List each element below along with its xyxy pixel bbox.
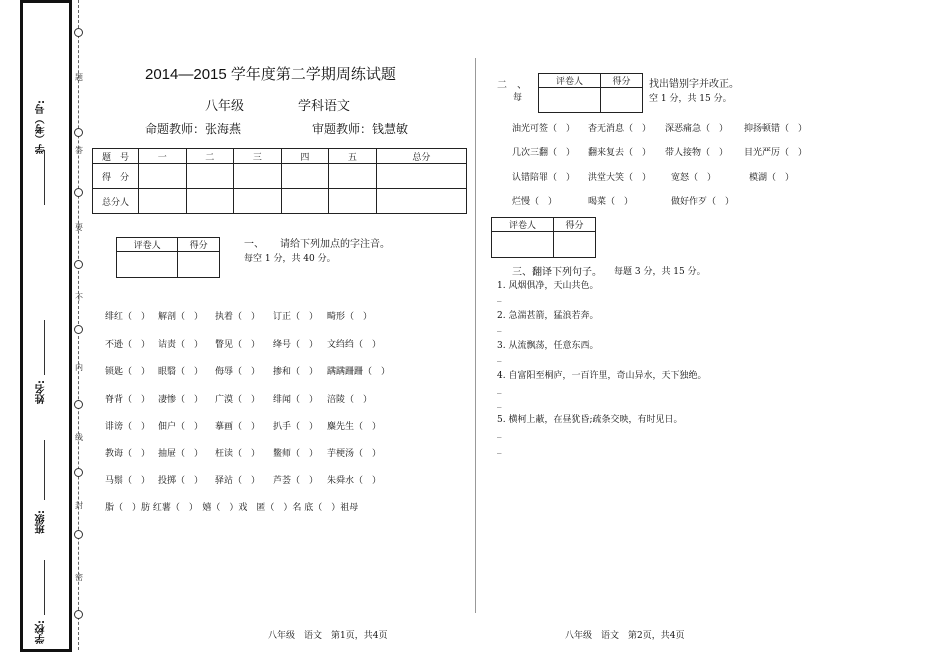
page-footer-left: 八年级 语文 第1页，共4页: [268, 631, 388, 641]
score-cell[interactable]: [178, 252, 220, 278]
section1-score: 每空 1 分，共 40 分。: [244, 254, 336, 264]
pinyin-item: 锁匙（ ）: [105, 367, 151, 377]
pinyin-item: 不逊（ ）: [105, 340, 151, 350]
pinyin-item: 瞥见（ ）: [215, 340, 261, 350]
typo-item: 洪堂大笑（ ）: [588, 173, 652, 183]
binding-hole: [74, 128, 83, 137]
score-header: 一: [139, 149, 187, 164]
typo-item: 带人接物（ ）: [665, 148, 729, 158]
answer-line[interactable]: _: [497, 398, 502, 408]
pinyin-item: 朱舜水（ ）: [327, 476, 382, 486]
pinyin-item: 驿站（ ）: [215, 476, 261, 486]
pinyin-item: 眼翳（ ）: [158, 367, 204, 377]
score-cell[interactable]: [281, 164, 329, 189]
pinyin-item: 订正（ ）: [273, 312, 319, 322]
score-cell[interactable]: [329, 164, 377, 189]
score-header: 四: [281, 149, 329, 164]
binding-hole: [74, 530, 83, 539]
section3-title: 三、翻译下列句子。: [512, 267, 602, 278]
exam-title: 2014—2015 学年度第二学期周练试题: [145, 66, 396, 83]
answer-line[interactable]: _: [497, 292, 502, 302]
typo-item: 目光严厉（ ）: [744, 148, 808, 158]
score-cell[interactable]: [234, 164, 282, 189]
number-line: [44, 150, 45, 205]
school-label: 学校:: [36, 620, 47, 644]
section2-score-prefix: 每: [513, 93, 523, 103]
score-row-label: 总分人: [93, 189, 139, 214]
score-header: 题 号: [93, 149, 139, 164]
pinyin-item: 投掷（ ）: [158, 476, 204, 486]
typo-item: 认错陪罪（ ）: [512, 173, 576, 183]
number-label: 学（考）号:: [36, 100, 47, 154]
seal-char: 不: [75, 293, 83, 302]
pinyin-item: 诘责（ ）: [158, 340, 204, 350]
pinyin-item: 芦荟（ ）: [273, 476, 319, 486]
binding-strip: [20, 0, 72, 652]
pinyin-item: 枉读（ ）: [215, 449, 261, 459]
pinyin-item-last-row: 脂（ ）肪 红薯（ ） 嬉（ ）戏 匿（ ）名 底（ ）祖母: [105, 503, 359, 513]
answer-line[interactable]: _: [497, 322, 502, 332]
score-table: [92, 148, 467, 214]
pinyin-item: 侮辱（ ）: [215, 367, 261, 377]
binding-hole: [74, 325, 83, 334]
seal-char: 密: [75, 573, 83, 582]
score-cell[interactable]: [376, 189, 466, 214]
pinyin-item: 马鬃（ ）: [105, 476, 151, 486]
binding-hole: [74, 188, 83, 197]
score-header: 总分: [376, 149, 466, 164]
class-label: 班级:: [36, 510, 47, 534]
pinyin-item: 执着（ ）: [215, 312, 261, 322]
pinyin-item: 教诲（ ）: [105, 449, 151, 459]
grader-cell[interactable]: [117, 252, 178, 278]
seal-char: 要: [75, 223, 83, 232]
pinyin-item: 蹒蹒跚跚（ ）: [327, 367, 391, 377]
typo-item: 几次三翻（ ）: [512, 148, 576, 158]
grade-label: 八年级: [205, 99, 245, 114]
subject-label: 学科语文: [298, 99, 351, 114]
grader-cell[interactable]: [492, 232, 554, 258]
score-cell[interactable]: [186, 189, 234, 214]
translate-item: 2. 急湍甚箭，猛浪若奔。: [497, 311, 599, 321]
answer-line[interactable]: _: [497, 352, 502, 362]
grader-box: [538, 73, 643, 113]
binding-hole: [74, 28, 83, 37]
section2-title: 找出错别字并改正。: [649, 79, 739, 90]
section1-number: 一、: [244, 239, 264, 250]
pinyin-item: 绛号（ ）: [273, 340, 319, 350]
translate-item: 4. 自富阳至桐庐，一百许里，奇山异水，天下独绝。: [497, 371, 707, 381]
score-header: 二: [186, 149, 234, 164]
score-cell[interactable]: [139, 164, 187, 189]
setter-label: 命题教师：张海燕: [145, 122, 242, 136]
translate-item: 5. 横柯上蔽，在昼犹昏;疏条交映，有时见日。: [497, 415, 683, 425]
score-label: 得分: [553, 218, 595, 232]
name-line: [44, 320, 45, 375]
grader-cell[interactable]: [539, 88, 601, 113]
score-cell[interactable]: [329, 189, 377, 214]
typo-item: 模湖（ ）: [749, 173, 795, 183]
pinyin-item: 诽谤（ ）: [105, 422, 151, 432]
pinyin-item: 绯红（ ）: [105, 312, 151, 322]
pinyin-item: 脊背（ ）: [105, 395, 151, 405]
score-label: 得分: [600, 74, 642, 88]
section2-score: 空 1 分，共 15 分。: [649, 94, 732, 104]
score-cell[interactable]: [553, 232, 595, 258]
answer-line[interactable]: _: [497, 384, 502, 394]
answer-line[interactable]: _: [497, 428, 502, 438]
score-cell[interactable]: [376, 164, 466, 189]
seal-char: 题: [75, 73, 83, 82]
pinyin-item: 畸形（ ）: [327, 312, 373, 322]
seal-char: 内: [75, 363, 83, 372]
seal-char: 封: [75, 501, 83, 510]
section1-title: 请给下列加点的字注音。: [280, 239, 390, 250]
translate-item: 1. 风烟俱净，天山共色。: [497, 281, 599, 291]
translate-item: 3. 从流飘荡，任意东西。: [497, 341, 599, 351]
pinyin-item: 绯闻（ ）: [273, 395, 319, 405]
pinyin-item: 掺和（ ）: [273, 367, 319, 377]
typo-item: 做好作歹（ ）: [671, 197, 735, 207]
grader-label: 评卷人: [492, 218, 554, 232]
typo-item: 翻来复去（ ）: [588, 148, 652, 158]
pinyin-item: 解剖（ ）: [158, 312, 204, 322]
pinyin-item: 凄惨（ ）: [158, 395, 204, 405]
binding-hole: [74, 468, 83, 477]
typo-item: 深恶痛急（ ）: [665, 124, 729, 134]
pinyin-item: 广漠（ ）: [215, 395, 261, 405]
pinyin-item: 麋先生（ ）: [327, 422, 382, 432]
score-row-label: 得 分: [93, 164, 139, 189]
school-line: [44, 560, 45, 615]
score-label: 得分: [178, 238, 220, 252]
score-cell[interactable]: [234, 189, 282, 214]
score-cell[interactable]: [186, 164, 234, 189]
seal-char: 答: [75, 146, 83, 155]
pinyin-item: 芋梗汤（ ）: [327, 449, 382, 459]
grader-box: [491, 217, 596, 258]
typo-item: 喝菜（ ）: [588, 197, 634, 207]
grader-label: 评卷人: [539, 74, 601, 88]
score-cell[interactable]: [600, 88, 642, 113]
grader-box: [116, 237, 220, 278]
pinyin-item: 摹画（ ）: [215, 422, 261, 432]
answer-line[interactable]: _: [497, 444, 502, 454]
reviewer-label: 审题教师：钱慧敏: [312, 122, 409, 136]
page-divider: [475, 58, 476, 613]
typo-item: 杳无消息（ ）: [588, 124, 652, 134]
typo-item: 油光可签（ ）: [512, 124, 576, 134]
section2-number: 二 、: [497, 80, 527, 91]
grader-label: 评卷人: [117, 238, 178, 252]
binding-hole: [74, 400, 83, 409]
score-header: 三: [234, 149, 282, 164]
typo-item: 抑扬顿错（ ）: [744, 124, 808, 134]
pinyin-item: 扒手（ ）: [273, 422, 319, 432]
section3-score: 每题 3 分，共 15 分。: [614, 267, 706, 277]
class-line: [44, 440, 45, 500]
binding-hole: [74, 260, 83, 269]
score-cell[interactable]: [139, 189, 187, 214]
pinyin-item: 鳖师（ ）: [273, 449, 319, 459]
page-footer-right: 八年级 语文 第2页，共4页: [565, 631, 685, 641]
seal-char: 线: [75, 433, 83, 442]
pinyin-item: 佃户（ ）: [158, 422, 204, 432]
name-label: 姓名:: [36, 380, 47, 404]
typo-item: 烂慢（ ）: [512, 197, 558, 207]
pinyin-item: 文绉绉（ ）: [327, 340, 382, 350]
pinyin-item: 涪陵（ ）: [327, 395, 373, 405]
pinyin-item: 抽屉（ ）: [158, 449, 204, 459]
typo-item: 宽怒（ ）: [671, 173, 717, 183]
score-cell[interactable]: [281, 189, 329, 214]
binding-hole: [74, 610, 83, 619]
score-header: 五: [329, 149, 377, 164]
